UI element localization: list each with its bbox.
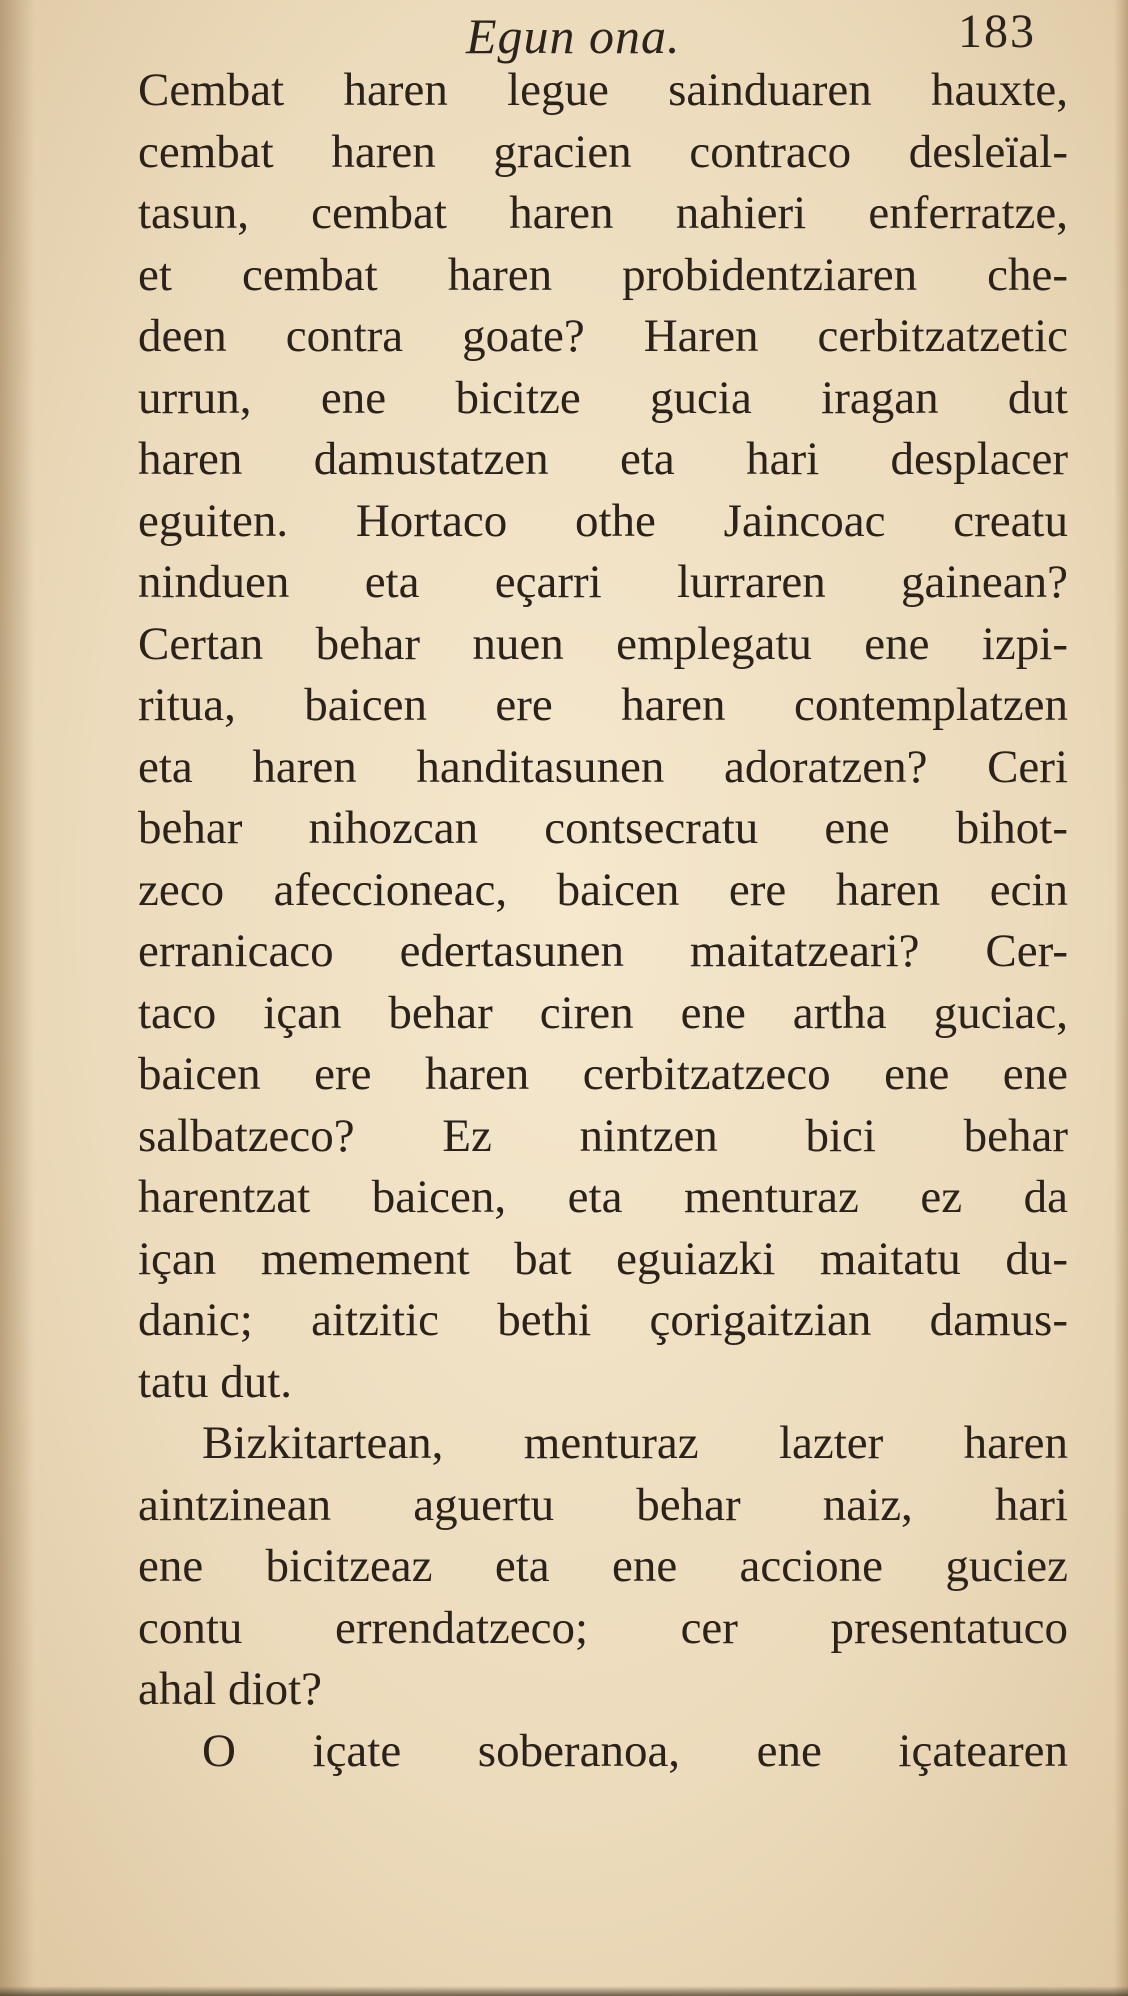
text-line: baicen ere haren cerbitzatzeco ene ene (138, 1048, 1068, 1100)
text-line: ritua, baicen ere haren contemplatzen (138, 679, 1068, 731)
page-bottom-shadow (0, 1986, 1128, 1996)
text-line: contu errendatzeco; cer presentatuco (138, 1601, 1068, 1654)
text-line: Bizkitartean, menturaz lazter haren (202, 1417, 1068, 1469)
text-line: Cembat haren legue sainduaren hauxte, (138, 64, 1068, 116)
text-line: erranicaco edertasunen maitatzeari? Cer- (138, 925, 1068, 977)
text-line: içan memement bat eguiazki maitatu du- (138, 1232, 1068, 1285)
text-line: deen contra goate? Haren cerbitzatzetic (138, 310, 1068, 362)
page-edge-shadow (1114, 0, 1128, 1996)
text-line: urrun, ene bicitze gucia iragan dut (138, 371, 1068, 424)
page-header (0, 6, 1128, 66)
text-line: Certan behar nuen emplegatu ene izpi- (138, 617, 1068, 670)
text-line: eta haren handitasunen adoratzen? Ceri (138, 740, 1068, 793)
text-line: harentzat baicen, eta menturaz ez da (138, 1171, 1068, 1223)
text-line: haren damustatzen eta hari desplacer (138, 433, 1068, 485)
text-line: behar nihozcan contsecratu ene bihot- (138, 802, 1068, 854)
text-line: salbatzeco? Ez nintzen bici behar (138, 1109, 1068, 1162)
text-line: O içate soberanoa, ene içatearen (202, 1724, 1068, 1777)
text-line: ninduen eta eçarri lurraren gainean? (138, 556, 1068, 608)
running-title: Egun ona. (466, 8, 681, 64)
text-line: aintzinean aguertu behar naiz, hari (138, 1478, 1068, 1531)
text-line: eguiten. Hortaco othe Jaincoac creatu (138, 494, 1068, 547)
page-gutter-shadow (0, 0, 34, 1996)
text-line: ene bicitzeaz eta ene accione guciez (138, 1540, 1068, 1592)
page-number: 183 (958, 5, 1036, 58)
text-line: zeco afeccioneac, baicen ere haren ecin (138, 863, 1068, 916)
text-line: tatu dut. (138, 1355, 293, 1408)
text-line: et cembat haren probidentziaren che- (138, 248, 1068, 301)
text-line: cembat haren gracien contraco desleïal- (138, 125, 1068, 178)
text-line: tasun, cembat haren nahieri enferratze, (138, 187, 1068, 239)
body-text (138, 60, 1068, 1782)
text-line: taco içan behar ciren ene artha guciac, (138, 986, 1068, 1039)
text-line: danic; aitzitic bethi çorigaitzian damus- (138, 1294, 1068, 1346)
text-line: ahal diot? (138, 1663, 323, 1715)
